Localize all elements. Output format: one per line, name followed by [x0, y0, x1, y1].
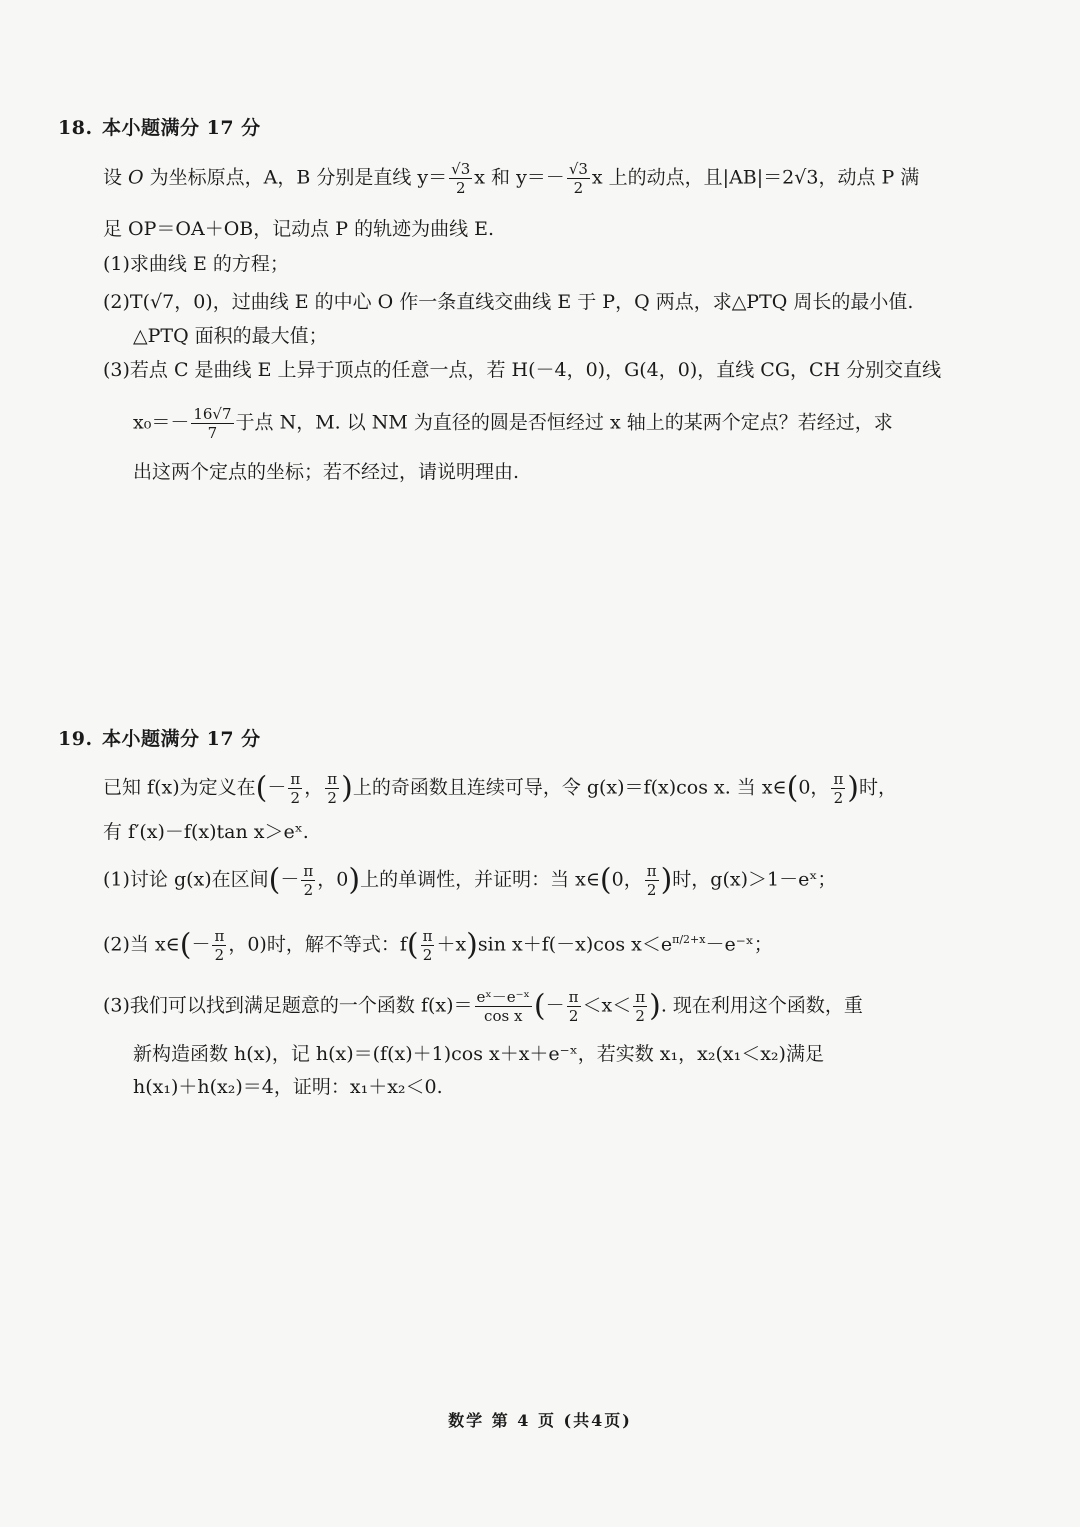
q19-p2sup: π/2+x: [672, 933, 706, 946]
q19-neg: －: [267, 776, 287, 799]
q19-p1a: (1)讨论 g(x)在区间: [103, 868, 269, 891]
q18-frac3: [191, 405, 233, 442]
q18-frac3-den: 7: [207, 424, 218, 442]
q18-l1a: 设: [103, 166, 129, 189]
page-footer: 数学 第 4 页 (共4页): [448, 1411, 632, 1430]
q18-part3a: (3)若点 C 是曲线 E 上异于顶点的任意一点，若 H(－4，0)，G(4，0)，直线 CG，CH 分别交直线: [103, 359, 942, 381]
q19-p1b: ，0: [317, 868, 349, 891]
q19-p1d: 时，g(x)＞1－eˣ；: [672, 868, 837, 891]
q18-frac2-den: 2: [573, 179, 584, 197]
q19-frac5-den: 2: [646, 881, 657, 899]
q19-frac10-den: 2: [635, 1007, 645, 1025]
q19-line1: 已知 f(x)为定义在(－ $\frac{\pi}{2}$ ， $\frac{\pi}{2}$ )上的奇函数且连续可导，令 g(x)＝f(x)cos x. 当 x∈(0， $\frac{\pi}{2}$ )时，: [103, 770, 898, 807]
q19-frac3-den: 2: [833, 789, 844, 807]
q19-frac6-den: 2: [214, 945, 225, 964]
q18-l1e: x 上的动点，且|AB|＝2√3，动点 P 满: [591, 166, 920, 189]
q19-p1-neg: －: [280, 868, 300, 891]
q19-frac1: [288, 770, 302, 807]
q18-p3b-post: 于点 N，M. 以 NM 为直径的圆是否恒经过 x 轴上的某两个定点？若经过，求: [235, 411, 893, 434]
q19-frac7-num: π: [422, 926, 433, 945]
q18-frac1: [449, 160, 472, 197]
q19-p2c: ＋x: [436, 933, 467, 956]
q18-frac3-num: 16√7: [193, 405, 232, 423]
q18-line2: 足 OP＝OA＋OB，记动点 P 的轨迹为曲线 E.: [103, 218, 495, 240]
q19-p2d: sin x＋f(－x)cos x＜e: [477, 933, 673, 956]
q18-l1c: 为坐标原点，A，B 分别是直线 y＝: [143, 166, 448, 189]
q19-frac4-num: π: [303, 862, 314, 880]
q19-part1: (1)讨论 g(x)在区间(－ $\frac{\pi}{2}$ ，0)上的单调性，并证明：当 x∈(0， $\frac{\pi}{2}$ )时，g(x)＞1－eˣ；: [103, 862, 837, 899]
q19-title: 本小题满分 17 分: [102, 728, 261, 750]
q19-frac6-num: π: [214, 926, 225, 945]
q19-p1-zero: 0，: [611, 868, 643, 891]
q19-frac8: [475, 988, 532, 1025]
q18-l1b: O: [128, 166, 144, 189]
q19-frac4: [301, 862, 315, 899]
q19-frac8-num: eˣ－e⁻ˣ: [476, 988, 530, 1006]
q18-frac1-num: √3: [451, 160, 471, 178]
q18-frac1-den: 2: [455, 179, 466, 197]
q19-frac3-num: π: [833, 770, 844, 788]
q19-frac1-den: 2: [290, 789, 301, 807]
q19-frac9-den: 2: [568, 1007, 579, 1025]
q18-frac2: [567, 160, 590, 197]
q18-part2a: (2)T(√7，0)，过曲线 E 的中心 O 作一条直线交曲线 E 于 P，Q 两点，求△PTQ 周长的最小值.: [103, 291, 914, 313]
q19-p3-neg: －: [545, 994, 565, 1017]
q19-frac10: [633, 988, 647, 1025]
q19-header: [58, 724, 261, 751]
q18-frac2-num: √3: [568, 160, 588, 178]
q19-frac8-den: cos x: [484, 1007, 523, 1025]
q18-part3b: [133, 405, 1000, 442]
q19-number: 19.: [58, 728, 93, 750]
q19-frac9: [567, 988, 581, 1025]
q19-part3a: (3)我们可以找到满足题意的一个函数 f(x)＝ $\frac{\text{eˣ－e⁻ˣ}}{\text{cos x}}$ (－ $\frac{\pi}{2}$ ＜x＜ $\frac{\pi}{2}$ ). 现在利用这个函数，重: [103, 988, 863, 1025]
q19-l1a: 已知 f(x)为定义在: [103, 776, 256, 799]
q19-frac5-num: π: [646, 862, 657, 880]
q19-frac9-num: π: [568, 988, 579, 1006]
q18-number: 18.: [58, 117, 93, 139]
q19-p2-neg: －: [191, 933, 211, 956]
q19-frac6: [212, 927, 226, 964]
q19-part2: (2)当 x∈(－ $\frac{\pi}{2}$ ，0)时，解不等式：f( $\frac{\pi}{2}$ ＋x)sin x＋f(－x)cos $x<e^{\pi/2+x}-e^-ˣ$；: [103, 926, 773, 964]
q18-part2b: △PTQ 面积的最大值；: [133, 325, 328, 347]
q19-zero: 0，: [798, 776, 830, 799]
q19-frac2-num: π: [327, 770, 338, 788]
q19-p3a: (3)我们可以找到满足题意的一个函数 f(x)＝: [103, 994, 473, 1017]
q19-frac10-num: π: [635, 988, 646, 1006]
q18-header: [58, 113, 261, 140]
q19-frac7: [421, 927, 435, 964]
q19-l1c: 时，: [859, 776, 898, 799]
q19-p1c: 上的单调性，并证明：当 x∈: [360, 868, 600, 891]
q19-frac1-num: π: [290, 770, 301, 788]
q18-p3b-pre: x₀＝－: [133, 411, 190, 434]
q19-l1b: 上的奇函数且连续可导，令 g(x)＝f(x)cos x. 当 x∈: [352, 776, 787, 799]
q19-frac7-den: 2: [422, 945, 433, 964]
q19-part3d: 新构造函数 h(x)，记 h(x)＝(f(x)＋1)cos x＋x＋e⁻ˣ，若实数 x₁，x₂(x₁＜x₂)满足: [133, 1043, 824, 1065]
q19-p2a: (2)当 x∈: [103, 933, 180, 956]
q19-frac3: [831, 770, 845, 807]
q18-part3c: 出这两个定点的坐标；若不经过，请说明理由.: [133, 461, 520, 483]
q19-p2e: －e⁻ˣ；: [705, 933, 773, 956]
q19-frac4-den: 2: [303, 881, 314, 899]
q19-frac2: [325, 770, 339, 807]
q19-part3e: h(x₁)＋h(x₂)＝4，证明：x₁＋x₂＜0.: [133, 1076, 443, 1098]
q18-l1d: x 和 y＝－: [474, 166, 565, 189]
q18-title: 本小题满分 17 分: [102, 117, 261, 139]
q19-comma: ，: [304, 776, 324, 799]
q18-line1: [103, 160, 1000, 197]
q18-part1: (1)求曲线 E 的方程；: [103, 253, 289, 275]
q19-p2b: ，0)时，解不等式：f: [228, 933, 407, 956]
q19-line2: 有 f′(x)－f(x)tan x＞eˣ.: [103, 821, 309, 843]
q19-p3b: ＜x＜: [582, 994, 632, 1017]
q19-frac2-den: 2: [327, 789, 337, 807]
q19-frac5: [645, 862, 659, 899]
q19-p3c: . 现在利用这个函数，重: [660, 994, 863, 1017]
